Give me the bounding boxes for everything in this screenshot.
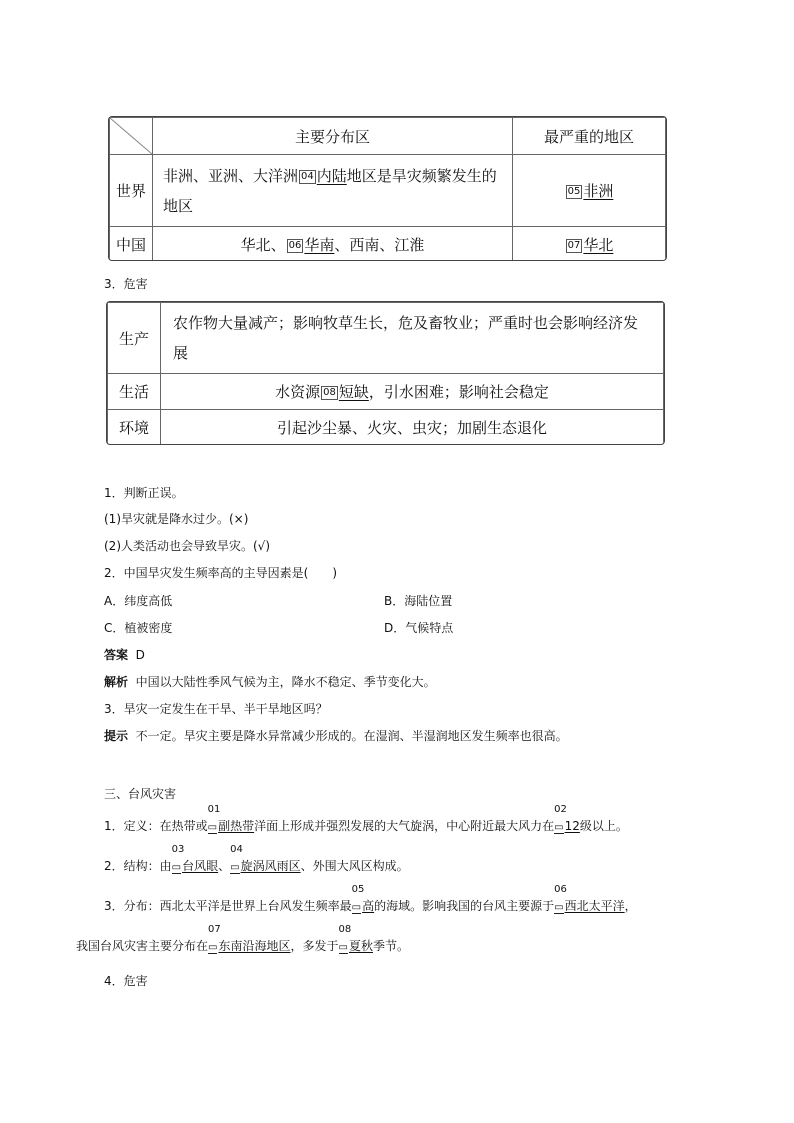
blank-marker: 07 ▭ [208, 924, 221, 953]
hint-label: 提示 [104, 729, 129, 743]
china-distribution-cell: 华北、 06 华南、西南、江淮 [153, 227, 513, 262]
option-a: A．纬度高低 [104, 594, 173, 608]
blank-number: 08 [323, 387, 336, 398]
typhoon-structure: 2．结构：由 03 ▭台风眼、 04 ▭旋涡风雨区、外围大风区构成。 [104, 844, 409, 873]
blank-number: 05 [567, 186, 581, 197]
answer-text: 内陆 [316, 166, 347, 185]
analysis-line [104, 673, 436, 691]
environment-cell: 引起沙尘暴、火灾、虫灾；加剧生态退化 [161, 410, 664, 445]
blank-marker: 01 ▭ [207, 804, 221, 833]
section-harm-title: 3．危害 [104, 277, 148, 291]
header-worst-region: 最严重的地区 [513, 118, 666, 155]
blank-number: 07 [567, 239, 581, 251]
typhoon-distribution: 3．分布：西北太平洋是世界上台风发生频率最 05 ▭高的海域。影响我国的台风主要源于 06 ▭西北太平洋， [104, 884, 637, 913]
typhoon-title: 三、台风灾害 [104, 787, 177, 801]
row-label-world: 世界 [110, 155, 153, 227]
diagonal-line [110, 118, 152, 154]
blank-marker: 02 ▭ [554, 804, 567, 833]
hint-text: 不一定。旱灾主要是降水异常减少形成的。在湿润、半湿润地区发生频率也很高。 [135, 729, 568, 743]
answer-text: 非洲 [583, 182, 614, 200]
quiz-q1: 1．判断正误。 [104, 486, 184, 500]
quiz-q1b: (2)人类活动也会导致旱灾。(√) [104, 539, 271, 553]
answer-value: D [135, 648, 145, 662]
blank-marker: 06 ▭ [554, 884, 567, 913]
row-label-china: 中国 [110, 227, 153, 262]
typhoon-distribution-2: 我国台风灾害主要分布在 07 ▭东南沿海地区，多发于 08 ▭夏秋季节。 [76, 924, 409, 953]
blank-number: 04 [301, 170, 314, 182]
row-label-production: 生产 [108, 303, 161, 374]
analysis-label: 解析 [104, 675, 129, 689]
blank-number: 06 [288, 239, 302, 251]
typhoon-harm-title: 4．危害 [104, 974, 148, 988]
life-cell: 水资源 08 短缺，引水困难；影响社会稳定 [161, 374, 664, 410]
distribution-table [108, 116, 667, 261]
production-cell: 农作物大量减产；影响牧草生长，危及畜牧业；严重时也会影响经济发展 [161, 303, 664, 374]
quiz-q2: 2．中国旱灾发生频率高的主导因素是( ) [104, 566, 337, 580]
answer-text: 华南 [304, 235, 335, 254]
hint-line [104, 727, 568, 745]
answer-line [104, 646, 145, 664]
world-distribution-cell: 非洲、亚洲、大洋洲 04 内陆地区是旱灾频繁发生的地区 [153, 155, 513, 227]
typhoon-definition: 1．定义：在热带或 01 ▭副热带洋面上形成并强烈发展的大气旋涡，中心附近最大风力在 02 ▭12级以上。 [104, 804, 628, 833]
answer-text: 旋涡风雨区 [240, 859, 301, 873]
answer-text: 短缺 [338, 383, 369, 401]
world-worst-cell [513, 155, 666, 227]
row-label-life: 生活 [108, 374, 161, 410]
blank-marker: 03 ▭ [171, 844, 185, 873]
answer-text: 12 [564, 819, 580, 833]
answer-text: 高 [362, 899, 375, 913]
option-b: B．海陆位置 [384, 594, 453, 608]
china-worst-cell [513, 227, 666, 262]
harm-table [106, 301, 665, 445]
row-label-environment: 环境 [108, 410, 161, 445]
analysis-text: 中国以大陆性季风气候为主，降水不稳定、季节变化大。 [135, 675, 436, 689]
header-distribution: 主要分布区 [153, 118, 513, 155]
blank-marker: 08 ▭ [338, 924, 352, 953]
option-c: C．植被密度 [104, 621, 173, 635]
answer-text: 台风眼 [182, 859, 219, 873]
answer-label: 答案 [104, 648, 129, 662]
table-corner-cell [110, 118, 153, 155]
blank-marker: 04 ▭ [230, 844, 243, 873]
answer-text: 西北太平洋 [564, 899, 625, 913]
answer-text: 夏秋 [348, 939, 373, 953]
answer-text: 副热带 [218, 819, 255, 833]
option-d: D．气候特点 [384, 621, 454, 635]
quiz-q3: 3．旱灾一定发生在干旱、半干旱地区吗？ [104, 702, 328, 716]
answer-text: 东南沿海地区 [218, 939, 291, 953]
blank-marker: 05 ▭ [351, 884, 365, 913]
answer-text: 华北 [583, 235, 614, 254]
quiz-q1a: (1)旱灾就是降水过少。(×) [104, 512, 249, 526]
